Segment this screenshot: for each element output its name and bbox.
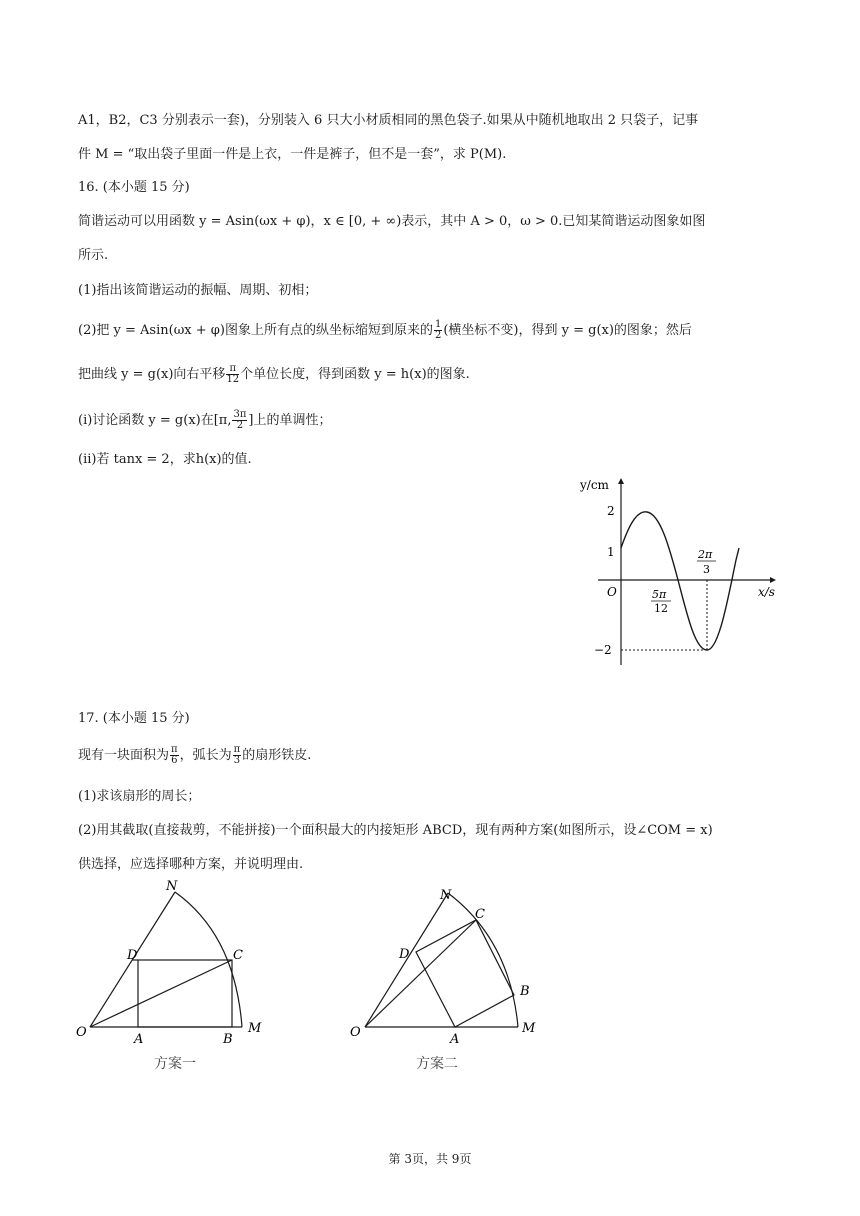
q17-part-1: (1)求该扇形的周长； [78,789,201,804]
q16-fraction-half-den: 2 [434,330,442,341]
q17-fraction-pi-3-num: π [233,744,241,755]
fig1-label-b: B [223,1032,233,1047]
graph-tick-y-1: 1 [607,545,615,559]
q16-stem-line-1: 简谐运动可以用函数 y = Asin(ωx + φ)，x ∈ [0, + ∞)表示，其中 A > 0，ω > 0.已知某简谐运动图象如图 [78,214,706,229]
fig2-label-n: N [440,888,452,903]
fig1-label-n: N [166,880,178,894]
graph-tick-y-2: 2 [607,504,615,518]
q16-fraction-pi-12-den: 12 [226,374,240,385]
fig2-label-o: O [350,1025,361,1040]
fig2-label-m: M [522,1021,536,1036]
q16-stem-line-2: 所示. [78,248,109,263]
fig1-rectangle-abcd [138,960,232,1027]
q16-part-2-text-a: (2)把 y = Asin(ωx + φ)图象上所有点的纵坐标缩短到原来的 [78,323,433,338]
fig1-label-d: D [127,948,138,963]
q16-sub-2: (ii)若 tanx = 2，求h(x)的值. [78,452,252,467]
q17-stem [78,745,311,766]
q17-stem-text-c: 的扇形铁皮. [242,748,312,763]
graph-tick-x2-den: 3 [703,563,710,576]
graph-y-arrow [618,478,624,484]
graph-origin: O [607,585,617,599]
q16-part-2-line-2 [78,364,470,385]
graph-x-label: x/s [758,585,775,599]
fig1-label-a: A [134,1032,144,1047]
graph-y-label: y/cm [580,478,609,492]
q16-fraction-3pi-2-den: 2 [236,420,244,431]
fig2-label-c: C [475,907,485,922]
q15-line-2: 件 M = “取出袋子里面一件是上衣，一件是裤子，但不是一套”，求 P(M). [78,147,507,162]
fig1-caption: 方案一 [154,1056,196,1072]
sector-figure-plan-2 [340,880,560,1075]
fig1-label-m: M [248,1021,262,1036]
q17-fraction-pi-3-den: 3 [233,755,241,766]
q17-header: 17. (本小题 15 分) [78,711,190,726]
q16-part-2-line-1 [78,320,692,341]
page-footer: 第 3页，共 9页 [388,1152,472,1166]
sector-figure-plan-1 [70,880,280,1075]
fig2-rectangle-abcd [416,920,514,1027]
fig2-segment-oc [365,920,476,1027]
q16-sub-1-text-a: (i)讨论函数 y = g(x)在[π, [78,413,232,428]
graph-sine-curve [621,512,739,650]
q16-sub-1 [78,410,332,431]
q16-fraction-half-num: 1 [434,319,442,330]
fig2-caption: 方案二 [416,1056,458,1072]
q16-part-2-text-c: 把曲线 y = g(x)向右平移 [78,367,226,382]
q16-fraction-3pi-2-num: 3π [233,409,247,420]
q17-fraction-pi-6-num: π [171,744,178,755]
graph-tick-x1-den: 12 [654,602,668,615]
q16-part-1: (1)指出该简谐运动的振幅、周期、初相； [78,283,318,298]
q16-fraction-pi-12 [226,364,239,385]
fig2-label-b: B [520,984,530,999]
q16-header: 16. (本小题 15 分) [78,180,190,195]
q17-fraction-pi-6-den: 6 [171,755,178,766]
q16-fraction-3pi-2 [232,410,247,431]
graph-x-arrow [770,577,776,583]
q16-fraction-pi-12-num: π [226,364,239,375]
q16-part-2-text-b: (横坐标不变)，得到 y = g(x)的图象；然后 [443,323,692,338]
q16-fraction-half [434,320,442,341]
q17-fraction-pi-6 [170,745,179,766]
q16-sub-1-text-b: ]上的单调性； [248,413,332,428]
q17-fraction-pi-3 [233,745,242,766]
q17-part-2-line-2: 供选择，应选择哪种方案，并说明理由. [78,857,304,872]
q17-stem-text-b: ，弧长为 [179,748,232,763]
graph-tick-y-neg2: −2 [594,643,612,657]
q15-line-1: A1，B2，C3 分别表示一套)，分别装入 6 只大小材质相同的黑色袋子.如果从中随机地取出 2 只袋子，记事 [78,113,699,128]
fig1-label-o: O [76,1025,87,1040]
graph-tick-x1-num: 5π [652,588,667,601]
fig2-label-a: A [450,1032,460,1047]
q16-part-2-text-d: 个单位长度，得到函数 y = h(x)的图象. [240,367,470,382]
fig2-label-d: D [399,947,410,962]
graph-tick-x2-num: 2π [698,548,713,561]
q17-stem-text-a: 现有一块面积为 [78,748,170,763]
harmonic-motion-graph [570,470,790,670]
q17-part-2-line-1: (2)用其截取(直接裁剪，不能拼接)一个面积最大的内接矩形 ABCD，现有两种方案(如图所示，设∠COM = x) [78,823,713,838]
fig1-label-c: C [233,948,243,963]
